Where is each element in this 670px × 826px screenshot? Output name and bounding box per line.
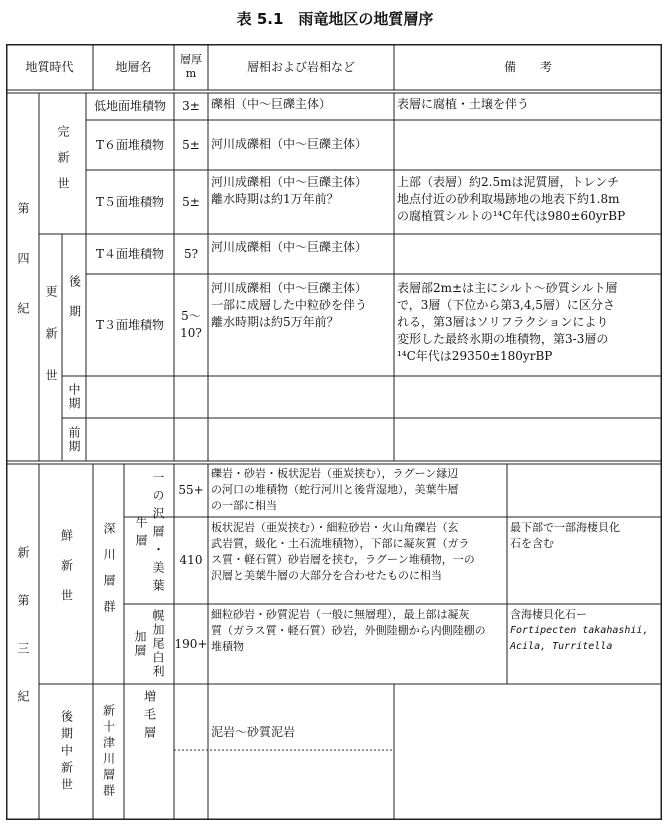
epoch-holocene: 完新世	[56, 124, 70, 203]
formation-ichinosawa-biyoushi: 一の沢層・美葉牛層	[134, 471, 165, 597]
thickness-55: 55+	[178, 483, 204, 497]
period-neogene: 新第三紀	[16, 546, 30, 738]
facies-fine-sandstone: 細粒砂岩・砂質泥岩（一般に無層理），最上部は凝灰 質（ガラス質・軽石質）砂岩，外側陸棚から内側陸棚の 堆積物	[211, 608, 486, 653]
remarks-marine-fossils: 最下部で一部海棲貝化 石を含む	[510, 521, 620, 550]
group-fukagawa: 深川層群	[102, 522, 116, 626]
formation-masuge: 増毛層	[142, 690, 157, 744]
thickness-t4: 5?	[183, 246, 199, 261]
header-era: 地質時代	[25, 59, 74, 74]
period-quaternary: 第四紀	[16, 202, 30, 352]
facies-platy-mudstone: 板状泥岩（亜炭挟む）・細粒砂岩・火山角礫岩（玄 武岩質，級化・土石流堆積物），下部に凝灰質（ガラ ス質・軽石質）砂岩層を挟む，ラグーン堆積物，一の 沢層と美葉牛層の大部分を合わせたものに相当	[211, 521, 475, 582]
thickness-t5: 5±	[182, 194, 200, 209]
remarks-t5: 上部（表層）約2.5mは泥質層，トレンチ 地点付近の砂利取場跡地の地表下約1.8m の腐植質シルトの¹⁴C年代は980±60yrBP	[397, 175, 626, 223]
formation-t5: T５面堆積物	[95, 194, 164, 209]
facies-mudstone: 泥岩～砂質泥岩	[211, 725, 296, 739]
stage-late: 後期	[67, 275, 82, 335]
thickness-t6: 5±	[182, 137, 200, 152]
page-title: 表 5.1 雨竜地区の地質層序	[236, 10, 434, 28]
thickness-410: 410	[179, 553, 203, 567]
formation-lowland: 低地面堆積物	[93, 99, 166, 113]
facies-lowland: 礫相（中～巨礫主体）	[211, 97, 332, 111]
facies-conglomerate: 礫岩・砂岩・板状泥岩（亜炭挟む），ラグーン縁辺 の河口の堆積物（蛇行河川と後背湿地），美葉牛層 の一部に相当	[211, 467, 459, 512]
facies-t6: 河川成礫相（中～巨礫主体）	[211, 137, 368, 151]
epoch-pleistocene: 更新世	[44, 284, 58, 411]
header-remarks: 備 考	[503, 59, 552, 74]
header-facies: 層相および岩相など	[246, 59, 355, 74]
header-thickness: 層厚 m	[180, 53, 202, 80]
remarks-fossil-species: Fortipecten takahashii, Acila, Turritella	[510, 625, 649, 652]
facies-t5: 河川成礫相（中～巨礫主体） 離水時期は約1万年前？	[211, 175, 368, 206]
remarks-lowland: 表層に腐植・土壌を伴う	[397, 97, 530, 111]
group-shintotsukawa: 新十津川層群	[101, 704, 116, 800]
formation-horokakato: 幌加尾白利加層	[133, 609, 165, 679]
formation-t3: T３面堆積物	[95, 317, 164, 332]
formation-t6: T６面堆積物	[95, 137, 164, 152]
thickness-190: 190+	[174, 636, 208, 651]
remarks-t3: 表層部2m±は主にシルト～砂質シルト層 で，3層（下位から第3,4,5層）に区分さ れる，第3層はソリフラクションにより 変形した最終氷期の堆積物，第3-3層の ¹⁴C年代は29350±180yrBP	[397, 281, 618, 363]
epoch-pliocene: 鮮新世	[59, 529, 74, 619]
stage-middle: 中期	[67, 383, 81, 411]
facies-t3: 河川成礫相（中～巨礫主体） 一部に成層した中粒砂を伴う 離水時期は約5万年前？	[211, 281, 368, 329]
epoch-late-miocene: 後期中新世	[59, 709, 74, 795]
formation-t4: T４面堆積物	[95, 246, 164, 261]
facies-t4: 河川成礫相（中～巨礫主体）	[211, 240, 368, 254]
header-formation: 地層名	[115, 59, 152, 74]
thickness-lowland: 3±	[182, 99, 200, 113]
thickness-t3: 5～ 10?	[180, 309, 202, 340]
stratigraphy-table	[6, 44, 662, 820]
remarks-fossil-list: 含海棲貝化石ー	[510, 608, 587, 621]
stage-early: 前期	[67, 425, 81, 454]
